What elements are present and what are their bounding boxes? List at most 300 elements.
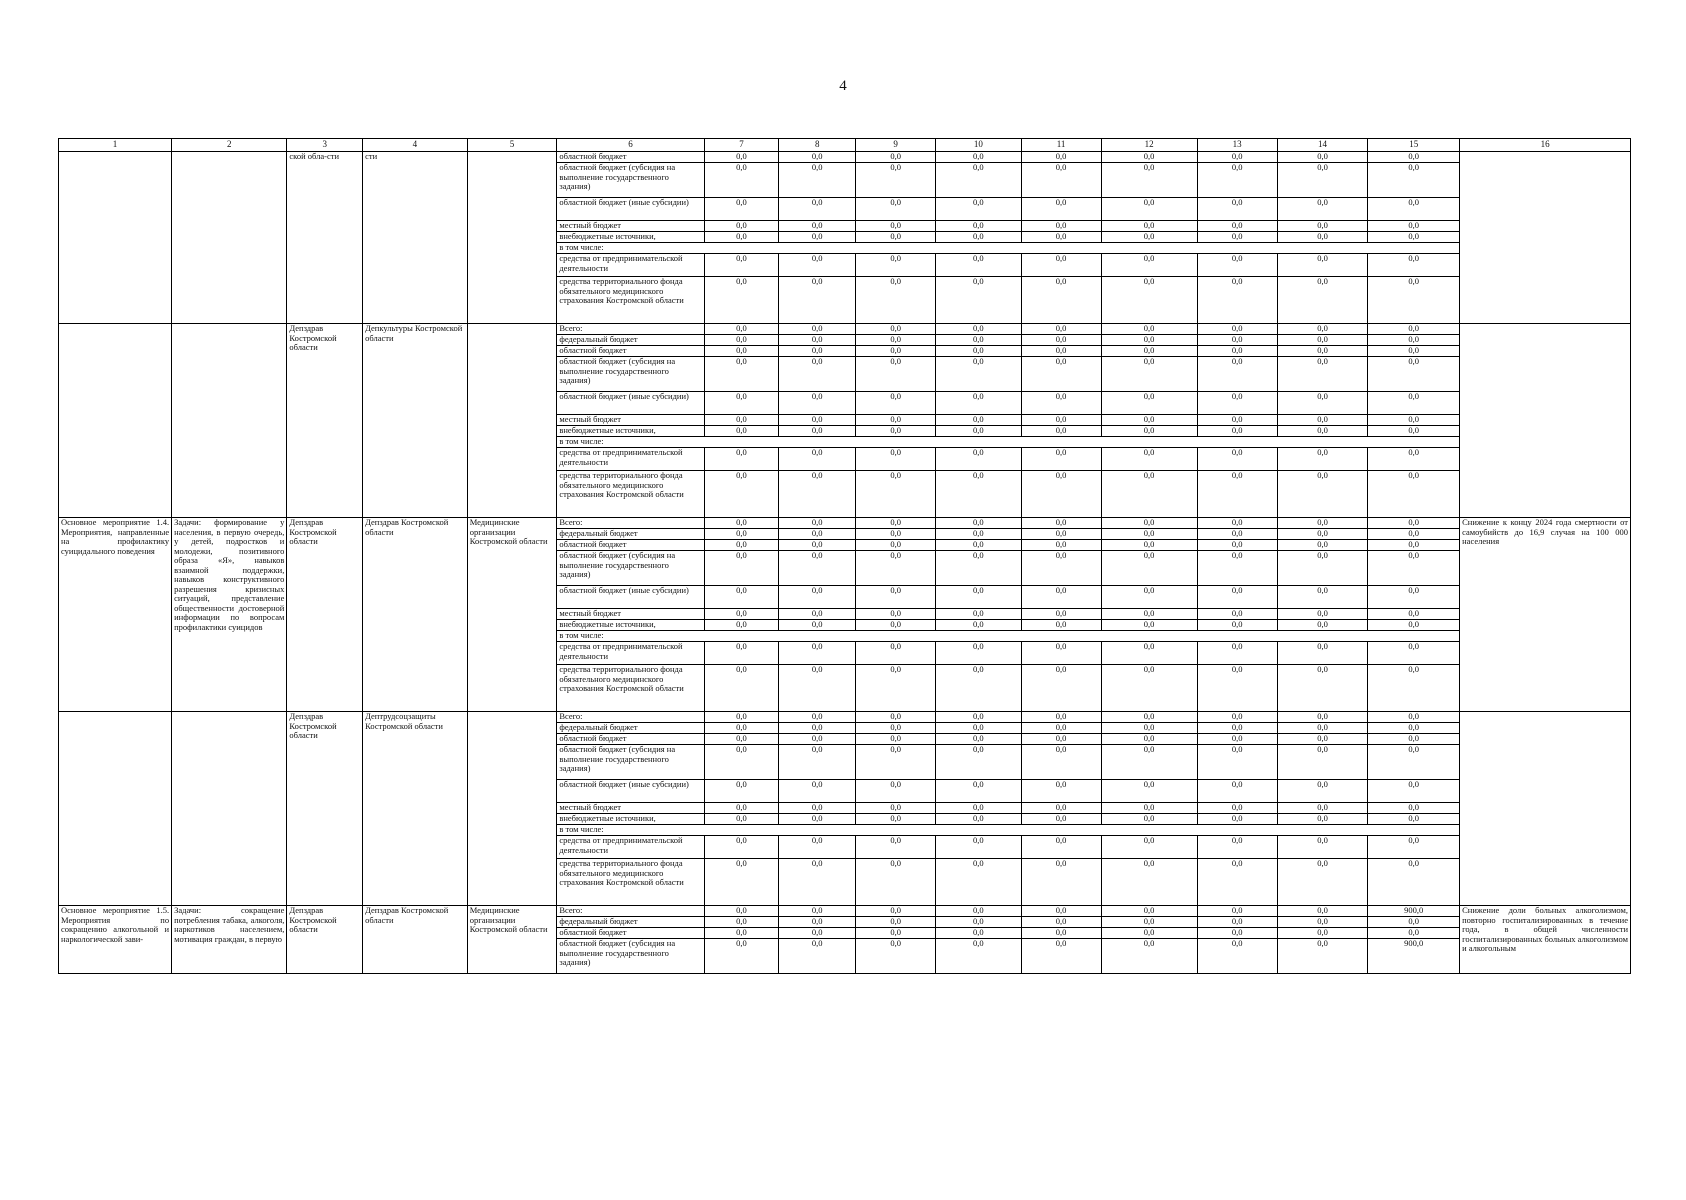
value-cell: 0,0: [936, 780, 1021, 803]
value-cell: 0,0: [936, 471, 1021, 518]
value-cell: 0,0: [1368, 335, 1460, 346]
executor-cell: Депздрав Костромской области: [287, 518, 363, 712]
value-cell: 0,0: [856, 415, 936, 426]
value-cell: 0,0: [1368, 277, 1460, 324]
value-cell: 0,0: [1197, 163, 1277, 198]
value-cell: 0,0: [856, 471, 936, 518]
value-cell: 0,0: [704, 665, 779, 712]
value-cell: 0,0: [1101, 586, 1197, 609]
value-cell: 0,0: [704, 540, 779, 551]
value-cell: 0,0: [1021, 335, 1101, 346]
value-cell: 0,0: [704, 335, 779, 346]
value-cell: 0,0: [856, 518, 936, 529]
value-cell: 0,0: [779, 254, 856, 277]
value-cell: 0,0: [1368, 392, 1460, 415]
value-cell: 0,0: [1101, 642, 1197, 665]
expected-result-cell: Снижение к концу 2024 года смертности от самоубийств до 16,9 случая на 100 000 населения: [1460, 518, 1631, 712]
value-cell: 0,0: [1101, 448, 1197, 471]
value-cell: 0,0: [936, 346, 1021, 357]
value-cell: 0,0: [936, 814, 1021, 825]
value-cell: 0,0: [1197, 814, 1277, 825]
value-cell: 0,0: [856, 448, 936, 471]
funding-source-label: местный бюджет: [557, 803, 704, 814]
value-cell: 0,0: [1368, 426, 1460, 437]
table-row: [59, 324, 1631, 335]
value-cell: 0,0: [779, 426, 856, 437]
value-cell: 0,0: [779, 906, 856, 917]
value-cell: 0,0: [1021, 939, 1101, 974]
value-cell: 0,0: [1197, 609, 1277, 620]
value-cell: 0,0: [1368, 734, 1460, 745]
value-cell: 900,0: [1368, 939, 1460, 974]
value-cell: 0,0: [856, 712, 936, 723]
funding-source-label: внебюджетные источники,: [557, 232, 704, 243]
value-cell: 0,0: [779, 152, 856, 163]
value-cell: 0,0: [1368, 254, 1460, 277]
tasks-cell: Задачи: формирование у населения, в первую очередь, у детей, подростков и молодежи, позитивного образа «Я», навыков взаимной поддержки, навыков конструктивного разрешения кризисных ситуаций, представление общественности достоверной информации по вопросам профилактики суицидов: [172, 518, 287, 712]
value-cell: 0,0: [1277, 198, 1368, 221]
header-cell: 3: [287, 139, 363, 152]
value-cell: 0,0: [704, 277, 779, 324]
tasks-cell: [172, 152, 287, 324]
value-cell: 0,0: [856, 665, 936, 712]
value-cell: 0,0: [704, 415, 779, 426]
value-cell: 0,0: [936, 529, 1021, 540]
value-cell: 0,0: [936, 335, 1021, 346]
value-cell: 0,0: [1197, 426, 1277, 437]
value-cell: 0,0: [856, 836, 936, 859]
value-cell: 0,0: [856, 928, 936, 939]
value-cell: 0,0: [856, 859, 936, 906]
value-cell: 0,0: [1101, 723, 1197, 734]
value-cell: 0,0: [1101, 221, 1197, 232]
value-cell: 0,0: [704, 448, 779, 471]
funding-source-label: внебюджетные источники,: [557, 620, 704, 631]
value-cell: 0,0: [1277, 232, 1368, 243]
value-cell: 0,0: [1101, 415, 1197, 426]
value-cell: 0,0: [779, 780, 856, 803]
value-cell: 0,0: [1368, 448, 1460, 471]
value-cell: 0,0: [1277, 392, 1368, 415]
value-cell: 900,0: [1368, 906, 1460, 917]
value-cell: 0,0: [1197, 152, 1277, 163]
value-cell: 0,0: [1277, 665, 1368, 712]
funding-source-label: областной бюджет (иные субсидии): [557, 198, 704, 221]
value-cell: 0,0: [1277, 221, 1368, 232]
value-cell: 0,0: [779, 665, 856, 712]
value-cell: 0,0: [1021, 448, 1101, 471]
funding-source-label: внебюджетные источники,: [557, 426, 704, 437]
value-cell: 0,0: [856, 426, 936, 437]
value-cell: 0,0: [1368, 586, 1460, 609]
value-cell: 0,0: [1197, 665, 1277, 712]
value-cell: 0,0: [1197, 734, 1277, 745]
value-cell: 0,0: [1021, 540, 1101, 551]
coexecutor-cell: Депздрав Костромской области: [363, 518, 468, 712]
value-cell: 0,0: [1368, 152, 1460, 163]
value-cell: 0,0: [936, 906, 1021, 917]
funding-source-label: Всего:: [557, 324, 704, 335]
value-cell: 0,0: [1101, 928, 1197, 939]
value-cell: 0,0: [704, 906, 779, 917]
value-cell: 0,0: [1197, 859, 1277, 906]
value-cell: 0,0: [936, 163, 1021, 198]
value-cell: 0,0: [779, 745, 856, 780]
value-cell: 0,0: [936, 324, 1021, 335]
value-cell: 0,0: [936, 586, 1021, 609]
header-cell: 12: [1101, 139, 1197, 152]
funding-source-label: областной бюджет (субсидия на выполнение государственного задания): [557, 163, 704, 198]
value-cell: 0,0: [704, 803, 779, 814]
value-cell: 0,0: [936, 254, 1021, 277]
value-cell: 0,0: [1101, 357, 1197, 392]
value-cell: 0,0: [936, 232, 1021, 243]
activity-cell: Основное мероприятие 1.5. Мероприятия по сокращению алкогольной и наркологической зави-: [59, 906, 172, 974]
value-cell: 0,0: [1101, 745, 1197, 780]
value-cell: 0,0: [1277, 803, 1368, 814]
funding-source-label: средства от предпринимательской деятельности: [557, 254, 704, 277]
value-cell: 0,0: [1277, 254, 1368, 277]
value-cell: 0,0: [779, 712, 856, 723]
value-cell: 0,0: [1368, 803, 1460, 814]
value-cell: 0,0: [1021, 221, 1101, 232]
funding-source-label: средства от предпринимательской деятельности: [557, 836, 704, 859]
value-cell: 0,0: [1197, 448, 1277, 471]
value-cell: 0,0: [779, 836, 856, 859]
funding-source-label: федеральный бюджет: [557, 335, 704, 346]
value-cell: 0,0: [1277, 471, 1368, 518]
value-cell: 0,0: [1021, 928, 1101, 939]
value-cell: 0,0: [1368, 529, 1460, 540]
value-cell: 0,0: [856, 906, 936, 917]
value-cell: 0,0: [936, 803, 1021, 814]
value-cell: 0,0: [779, 324, 856, 335]
value-cell: 0,0: [1021, 163, 1101, 198]
value-cell: 0,0: [1368, 780, 1460, 803]
expected-result-cell: [1460, 152, 1631, 324]
value-cell: 0,0: [1197, 836, 1277, 859]
value-cell: 0,0: [1101, 277, 1197, 324]
value-cell: 0,0: [779, 357, 856, 392]
value-cell: 0,0: [779, 734, 856, 745]
value-cell: 0,0: [779, 163, 856, 198]
value-cell: 0,0: [936, 221, 1021, 232]
value-cell: 0,0: [936, 620, 1021, 631]
header-cell: 7: [704, 139, 779, 152]
value-cell: 0,0: [1197, 392, 1277, 415]
value-cell: 0,0: [704, 712, 779, 723]
value-cell: 0,0: [704, 392, 779, 415]
value-cell: 0,0: [1021, 551, 1101, 586]
funding-source-label: Всего:: [557, 712, 704, 723]
expected-result-cell: Снижение доли больных алкоголизмом, повторно госпитализированных в течение года, в общей численности госпитализированных больных алкоголизмом и алкогольным: [1460, 906, 1631, 974]
value-cell: 0,0: [1368, 723, 1460, 734]
value-cell: 0,0: [856, 152, 936, 163]
funding-source-label: областной бюджет (субсидия на выполнение государственного задания): [557, 551, 704, 586]
value-cell: 0,0: [856, 254, 936, 277]
funding-source-label: средства от предпринимательской деятельности: [557, 642, 704, 665]
value-cell: 0,0: [1101, 609, 1197, 620]
value-cell: 0,0: [1021, 734, 1101, 745]
value-cell: 0,0: [856, 814, 936, 825]
value-cell: 0,0: [704, 426, 779, 437]
value-cell: 0,0: [856, 803, 936, 814]
value-cell: 0,0: [936, 357, 1021, 392]
value-cell: 0,0: [1021, 917, 1101, 928]
value-cell: 0,0: [1101, 939, 1197, 974]
value-cell: 0,0: [1277, 529, 1368, 540]
value-cell: 0,0: [1277, 620, 1368, 631]
value-cell: 0,0: [856, 198, 936, 221]
value-cell: 0,0: [779, 917, 856, 928]
funding-source-label: местный бюджет: [557, 609, 704, 620]
value-cell: 0,0: [1101, 665, 1197, 712]
value-cell: 0,0: [779, 540, 856, 551]
funding-source-label: областной бюджет: [557, 928, 704, 939]
participant-cell: [467, 152, 557, 324]
value-cell: 0,0: [936, 734, 1021, 745]
value-cell: 0,0: [936, 723, 1021, 734]
header-cell: 8: [779, 139, 856, 152]
value-cell: 0,0: [1277, 780, 1368, 803]
value-cell: 0,0: [936, 859, 1021, 906]
value-cell: 0,0: [1368, 346, 1460, 357]
funding-source-label: средства территориального фонда обязательного медицинского страхования Костромской области: [557, 277, 704, 324]
activity-cell: [59, 712, 172, 906]
value-cell: 0,0: [1101, 734, 1197, 745]
value-cell: 0,0: [856, 232, 936, 243]
value-cell: 0,0: [704, 939, 779, 974]
value-cell: 0,0: [1368, 609, 1460, 620]
value-cell: 0,0: [704, 471, 779, 518]
value-cell: 0,0: [1021, 518, 1101, 529]
value-cell: 0,0: [1101, 836, 1197, 859]
table-row: [59, 712, 1631, 723]
value-cell: 0,0: [936, 198, 1021, 221]
value-cell: 0,0: [856, 734, 936, 745]
value-cell: 0,0: [1021, 814, 1101, 825]
value-cell: 0,0: [1197, 906, 1277, 917]
value-cell: 0,0: [1368, 665, 1460, 712]
value-cell: 0,0: [779, 415, 856, 426]
funding-source-label: Всего:: [557, 518, 704, 529]
value-cell: 0,0: [1197, 232, 1277, 243]
funding-source-label: областной бюджет (субсидия на выполнение государственного задания): [557, 745, 704, 780]
value-cell: 0,0: [1277, 540, 1368, 551]
value-cell: 0,0: [704, 642, 779, 665]
value-cell: 0,0: [936, 518, 1021, 529]
value-cell: 0,0: [1021, 152, 1101, 163]
funding-source-label: областной бюджет: [557, 346, 704, 357]
value-cell: 0,0: [704, 529, 779, 540]
value-cell: 0,0: [936, 540, 1021, 551]
value-cell: 0,0: [1101, 529, 1197, 540]
value-cell: 0,0: [1197, 586, 1277, 609]
participant-cell: Медицинские организации Костромской области: [467, 518, 557, 712]
executor-cell: Депздрав Костромской области: [287, 324, 363, 518]
participant-cell: Медицинские организации Костромской области: [467, 906, 557, 974]
value-cell: 0,0: [779, 642, 856, 665]
value-cell: 0,0: [1021, 780, 1101, 803]
value-cell: 0,0: [1021, 529, 1101, 540]
value-cell: 0,0: [704, 198, 779, 221]
activity-cell: Основное мероприятие 1.4. Мероприятия, направленные на профилактику суицидального поведения: [59, 518, 172, 712]
value-cell: 0,0: [1101, 917, 1197, 928]
value-cell: 0,0: [779, 859, 856, 906]
value-cell: 0,0: [1101, 471, 1197, 518]
value-cell: 0,0: [704, 734, 779, 745]
value-cell: 0,0: [1197, 529, 1277, 540]
value-cell: 0,0: [1101, 814, 1197, 825]
value-cell: 0,0: [1101, 152, 1197, 163]
value-cell: 0,0: [1101, 392, 1197, 415]
value-cell: 0,0: [1197, 928, 1277, 939]
value-cell: 0,0: [1277, 448, 1368, 471]
funding-source-label: средства территориального фонда обязательного медицинского страхования Костромской области: [557, 859, 704, 906]
funding-source-label: областной бюджет (иные субсидии): [557, 586, 704, 609]
funding-source-label: местный бюджет: [557, 415, 704, 426]
value-cell: 0,0: [779, 723, 856, 734]
value-cell: 0,0: [1021, 392, 1101, 415]
value-cell: 0,0: [856, 277, 936, 324]
value-cell: 0,0: [936, 551, 1021, 586]
value-cell: 0,0: [704, 609, 779, 620]
value-cell: 0,0: [1101, 254, 1197, 277]
executor-cell: Депздрав Костромской области: [287, 906, 363, 974]
value-cell: 0,0: [1101, 551, 1197, 586]
value-cell: 0,0: [1277, 277, 1368, 324]
header-cell: 15: [1368, 139, 1460, 152]
value-cell: 0,0: [779, 392, 856, 415]
value-cell: 0,0: [1021, 723, 1101, 734]
value-cell: 0,0: [1197, 780, 1277, 803]
value-cell: 0,0: [1277, 928, 1368, 939]
value-cell: 0,0: [1197, 803, 1277, 814]
value-cell: 0,0: [1197, 277, 1277, 324]
funding-source-label: федеральный бюджет: [557, 529, 704, 540]
value-cell: 0,0: [1277, 723, 1368, 734]
value-cell: 0,0: [704, 221, 779, 232]
value-cell: 0,0: [1021, 357, 1101, 392]
tasks-cell: [172, 712, 287, 906]
value-cell: 0,0: [936, 665, 1021, 712]
value-cell: 0,0: [704, 814, 779, 825]
value-cell: 0,0: [1101, 232, 1197, 243]
value-cell: 0,0: [1277, 906, 1368, 917]
funding-source-label: областной бюджет: [557, 152, 704, 163]
value-cell: 0,0: [856, 324, 936, 335]
value-cell: 0,0: [1197, 642, 1277, 665]
value-cell: 0,0: [1021, 232, 1101, 243]
value-cell: 0,0: [1368, 745, 1460, 780]
value-cell: 0,0: [856, 586, 936, 609]
coexecutor-cell: сти: [363, 152, 468, 324]
value-cell: 0,0: [779, 803, 856, 814]
coexecutor-cell: Депкультуры Костромской области: [363, 324, 468, 518]
value-cell: 0,0: [1368, 551, 1460, 586]
value-cell: 0,0: [1368, 814, 1460, 825]
value-cell: 0,0: [779, 586, 856, 609]
value-cell: 0,0: [704, 620, 779, 631]
value-cell: 0,0: [936, 426, 1021, 437]
value-cell: 0,0: [1277, 586, 1368, 609]
value-cell: 0,0: [1368, 471, 1460, 518]
header-cell: 11: [1021, 139, 1101, 152]
value-cell: 0,0: [1197, 254, 1277, 277]
value-cell: 0,0: [704, 928, 779, 939]
table-row: [59, 906, 1631, 917]
value-cell: 0,0: [1368, 198, 1460, 221]
value-cell: 0,0: [1277, 152, 1368, 163]
value-cell: 0,0: [1021, 609, 1101, 620]
value-cell: 0,0: [856, 642, 936, 665]
value-cell: 0,0: [856, 780, 936, 803]
value-cell: 0,0: [704, 723, 779, 734]
value-cell: 0,0: [1368, 357, 1460, 392]
value-cell: 0,0: [704, 152, 779, 163]
value-cell: 0,0: [1101, 163, 1197, 198]
value-cell: 0,0: [1021, 324, 1101, 335]
value-cell: 0,0: [704, 551, 779, 586]
value-cell: 0,0: [1197, 723, 1277, 734]
value-cell: 0,0: [936, 277, 1021, 324]
executor-cell: ской обла-сти: [287, 152, 363, 324]
value-cell: 0,0: [1277, 324, 1368, 335]
tasks-cell: Задачи: сокращение потребления табака, алкоголя, наркотиков населением, мотивация граждан, в первую: [172, 906, 287, 974]
value-cell: 0,0: [1197, 620, 1277, 631]
activity-cell: [59, 152, 172, 324]
funding-source-label: в том числе:: [557, 437, 1460, 448]
header-cell: 14: [1277, 139, 1368, 152]
funding-source-label: в том числе:: [557, 243, 1460, 254]
value-cell: 0,0: [856, 346, 936, 357]
value-cell: 0,0: [856, 609, 936, 620]
value-cell: 0,0: [1277, 642, 1368, 665]
header-cell: 10: [936, 139, 1021, 152]
value-cell: 0,0: [779, 939, 856, 974]
value-cell: 0,0: [1101, 780, 1197, 803]
value-cell: 0,0: [1197, 415, 1277, 426]
value-cell: 0,0: [1021, 426, 1101, 437]
value-cell: 0,0: [1101, 712, 1197, 723]
page-number: 4: [839, 78, 847, 94]
value-cell: 0,0: [1021, 620, 1101, 631]
value-cell: 0,0: [856, 551, 936, 586]
value-cell: 0,0: [936, 917, 1021, 928]
value-cell: 0,0: [704, 586, 779, 609]
value-cell: 0,0: [1021, 745, 1101, 780]
value-cell: 0,0: [1368, 415, 1460, 426]
funding-source-label: средства территориального фонда обязательного медицинского страхования Костромской области: [557, 471, 704, 518]
value-cell: 0,0: [1101, 324, 1197, 335]
funding-source-label: областной бюджет (иные субсидии): [557, 780, 704, 803]
participant-cell: [467, 324, 557, 518]
value-cell: 0,0: [1101, 518, 1197, 529]
value-cell: 0,0: [936, 609, 1021, 620]
funding-source-label: федеральный бюджет: [557, 723, 704, 734]
value-cell: 0,0: [1101, 859, 1197, 906]
value-cell: 0,0: [1368, 232, 1460, 243]
value-cell: 0,0: [936, 415, 1021, 426]
value-cell: 0,0: [1197, 917, 1277, 928]
table-row: [59, 518, 1631, 529]
value-cell: 0,0: [856, 529, 936, 540]
coexecutor-cell: Дептрудсоцзащиты Костромской области: [363, 712, 468, 906]
expected-result-cell: [1460, 712, 1631, 906]
value-cell: 0,0: [856, 620, 936, 631]
value-cell: 0,0: [779, 335, 856, 346]
value-cell: 0,0: [1101, 426, 1197, 437]
